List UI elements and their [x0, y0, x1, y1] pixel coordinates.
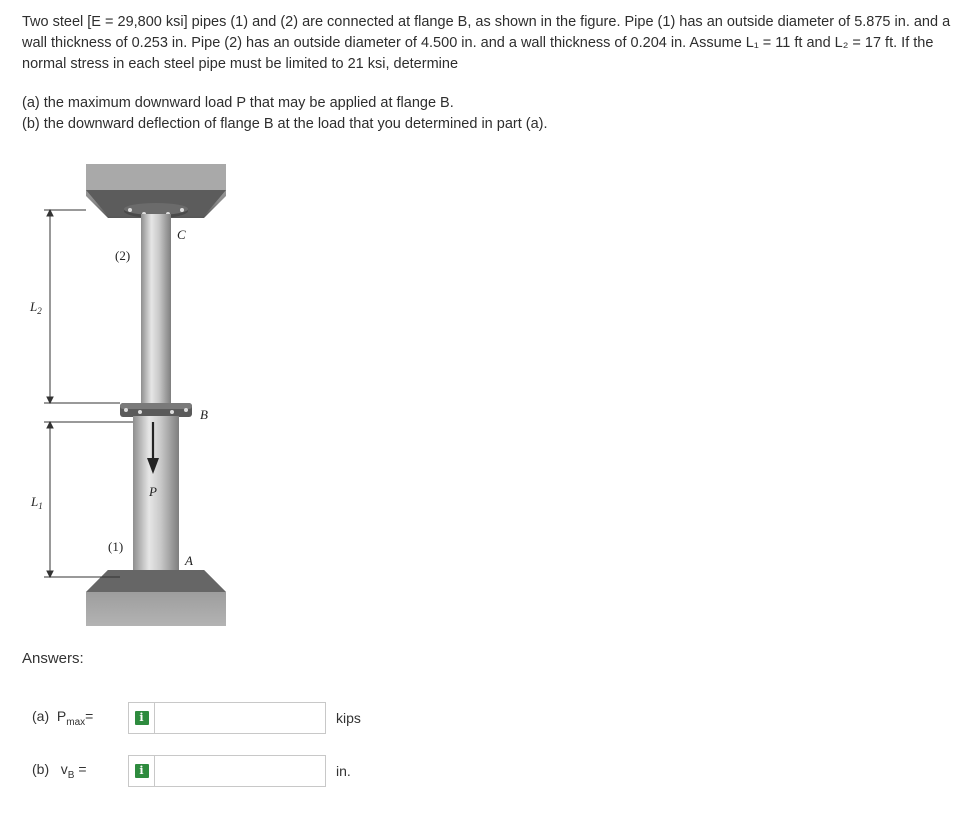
- answer-row-a: [32, 702, 361, 734]
- label-b: B: [200, 407, 208, 422]
- answers-heading: Answers:: [22, 650, 84, 667]
- label-p: P: [149, 484, 157, 499]
- bottom-support: [86, 570, 226, 626]
- label-a: A: [185, 553, 193, 568]
- info-icon[interactable]: i: [128, 755, 154, 787]
- unit-in: in.: [336, 763, 351, 779]
- label-l2: $L_2$: [30, 299, 42, 316]
- p-max-input[interactable]: [154, 702, 326, 734]
- problem-text: Two steel [E = 29,800 ksi] pipes (1) and (2) are connected at flange B, as shown in the figure. Pipe (1) has an outside diameter of 5.875 in. and a wall thickness of 0.253 in. Pipe (2) has an outside diameter of 4.500 in. and a wall thickness of 0.204 in. Assume L₁ = 11 ft and L₂ = 17 ft. If the normal stress in each steel pipe must be limited to 21 ksi, determine: [22, 14, 951, 72]
- part-a-text: (a) the maximum downward load P that may be applied at flange B.: [22, 95, 454, 111]
- pipe-1: [133, 416, 179, 586]
- info-icon[interactable]: i: [128, 702, 154, 734]
- dimension-l2: [44, 210, 120, 403]
- pipe-2: [141, 214, 171, 406]
- pipe-diagram: [22, 160, 262, 630]
- label-c: C: [177, 227, 186, 242]
- unit-kips: kips: [336, 710, 361, 726]
- part-b-text: (b) the downward deflection of flange B at the load that you determined in part (a).: [22, 116, 548, 132]
- pipe-figure: [22, 160, 262, 630]
- problem-statement: [22, 12, 952, 135]
- label-l1: $L_1$: [31, 494, 43, 511]
- label-pipe-1: (1): [108, 539, 124, 554]
- answer-row-b: [32, 755, 351, 787]
- answer-b-label: (b) $v_B$ =: [32, 761, 87, 781]
- flange-b: [120, 403, 192, 417]
- v-b-input[interactable]: [154, 755, 326, 787]
- label-pipe-2: (2): [115, 248, 131, 263]
- answer-a-label: (a) $P_{max}=$: [32, 708, 94, 728]
